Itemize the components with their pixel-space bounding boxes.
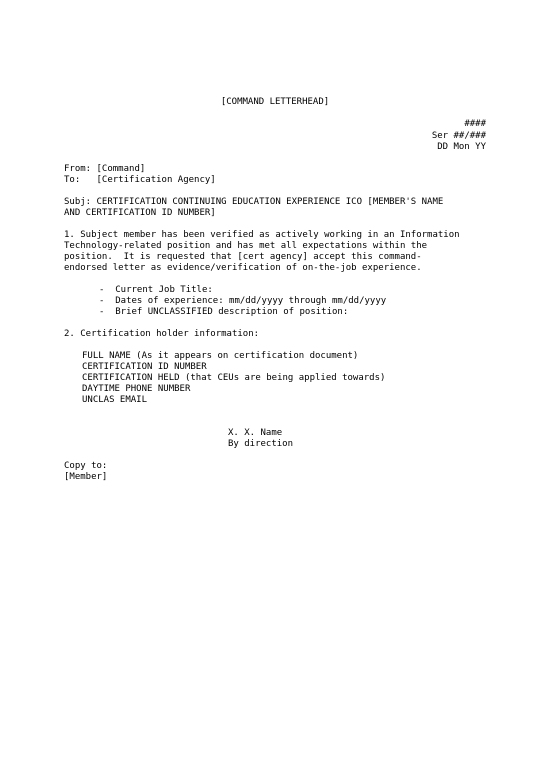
bullet-item: - Current Job Title: [99,285,213,295]
serial-number: Ser ##/### [431,131,486,141]
copy-to-label: Copy to: [64,461,108,471]
to-line: To: [Certification Agency] [64,175,216,185]
signature-authority: By direction [228,439,294,449]
holder-info-item: CERTIFICATION ID NUMBER [82,362,207,372]
holder-info-item: UNCLAS EMAIL [82,395,148,405]
paragraph-2: 2. Certification holder information: [64,329,260,339]
signature-name: X. X. Name [228,428,283,438]
paragraph-1-line-2: Technology-related position and has met all expectations within the [64,241,428,251]
from-line: From: [Command] [64,164,146,174]
holder-info-item: DAYTIME PHONE NUMBER [82,384,191,394]
holder-info-item: CERTIFICATION HELD (that CEUs are being applied towards) [82,373,386,383]
subject-line-2: AND CERTIFICATION ID NUMBER] [64,208,216,218]
paragraph-1-line-3: position. It is requested that [cert agency] accept this command- [64,252,422,262]
subject-line-1: Subj: CERTIFICATION CONTINUING EDUCATION EXPERIENCE ICO [MEMBER'S NAME [64,197,444,207]
letterhead: [COMMAND LETTERHEAD] [220,97,330,107]
bullet-item: - Brief UNCLASSIFIED description of position: [99,307,349,317]
copy-to-recipient: [Member] [64,472,108,482]
paragraph-1-line-1: 1. Subject member has been verified as actively working in an Information [64,230,460,240]
paragraph-1-line-4: endorsed letter as evidence/verification of on-the-job experience. [64,263,422,273]
bullet-item: - Dates of experience: mm/dd/yyyy through mm/dd/yyyy [99,296,387,306]
holder-info-item: FULL NAME (As it appears on certification document) [82,351,359,361]
letter-date: DD Mon YY [437,142,486,152]
reference-number: #### [464,119,486,129]
